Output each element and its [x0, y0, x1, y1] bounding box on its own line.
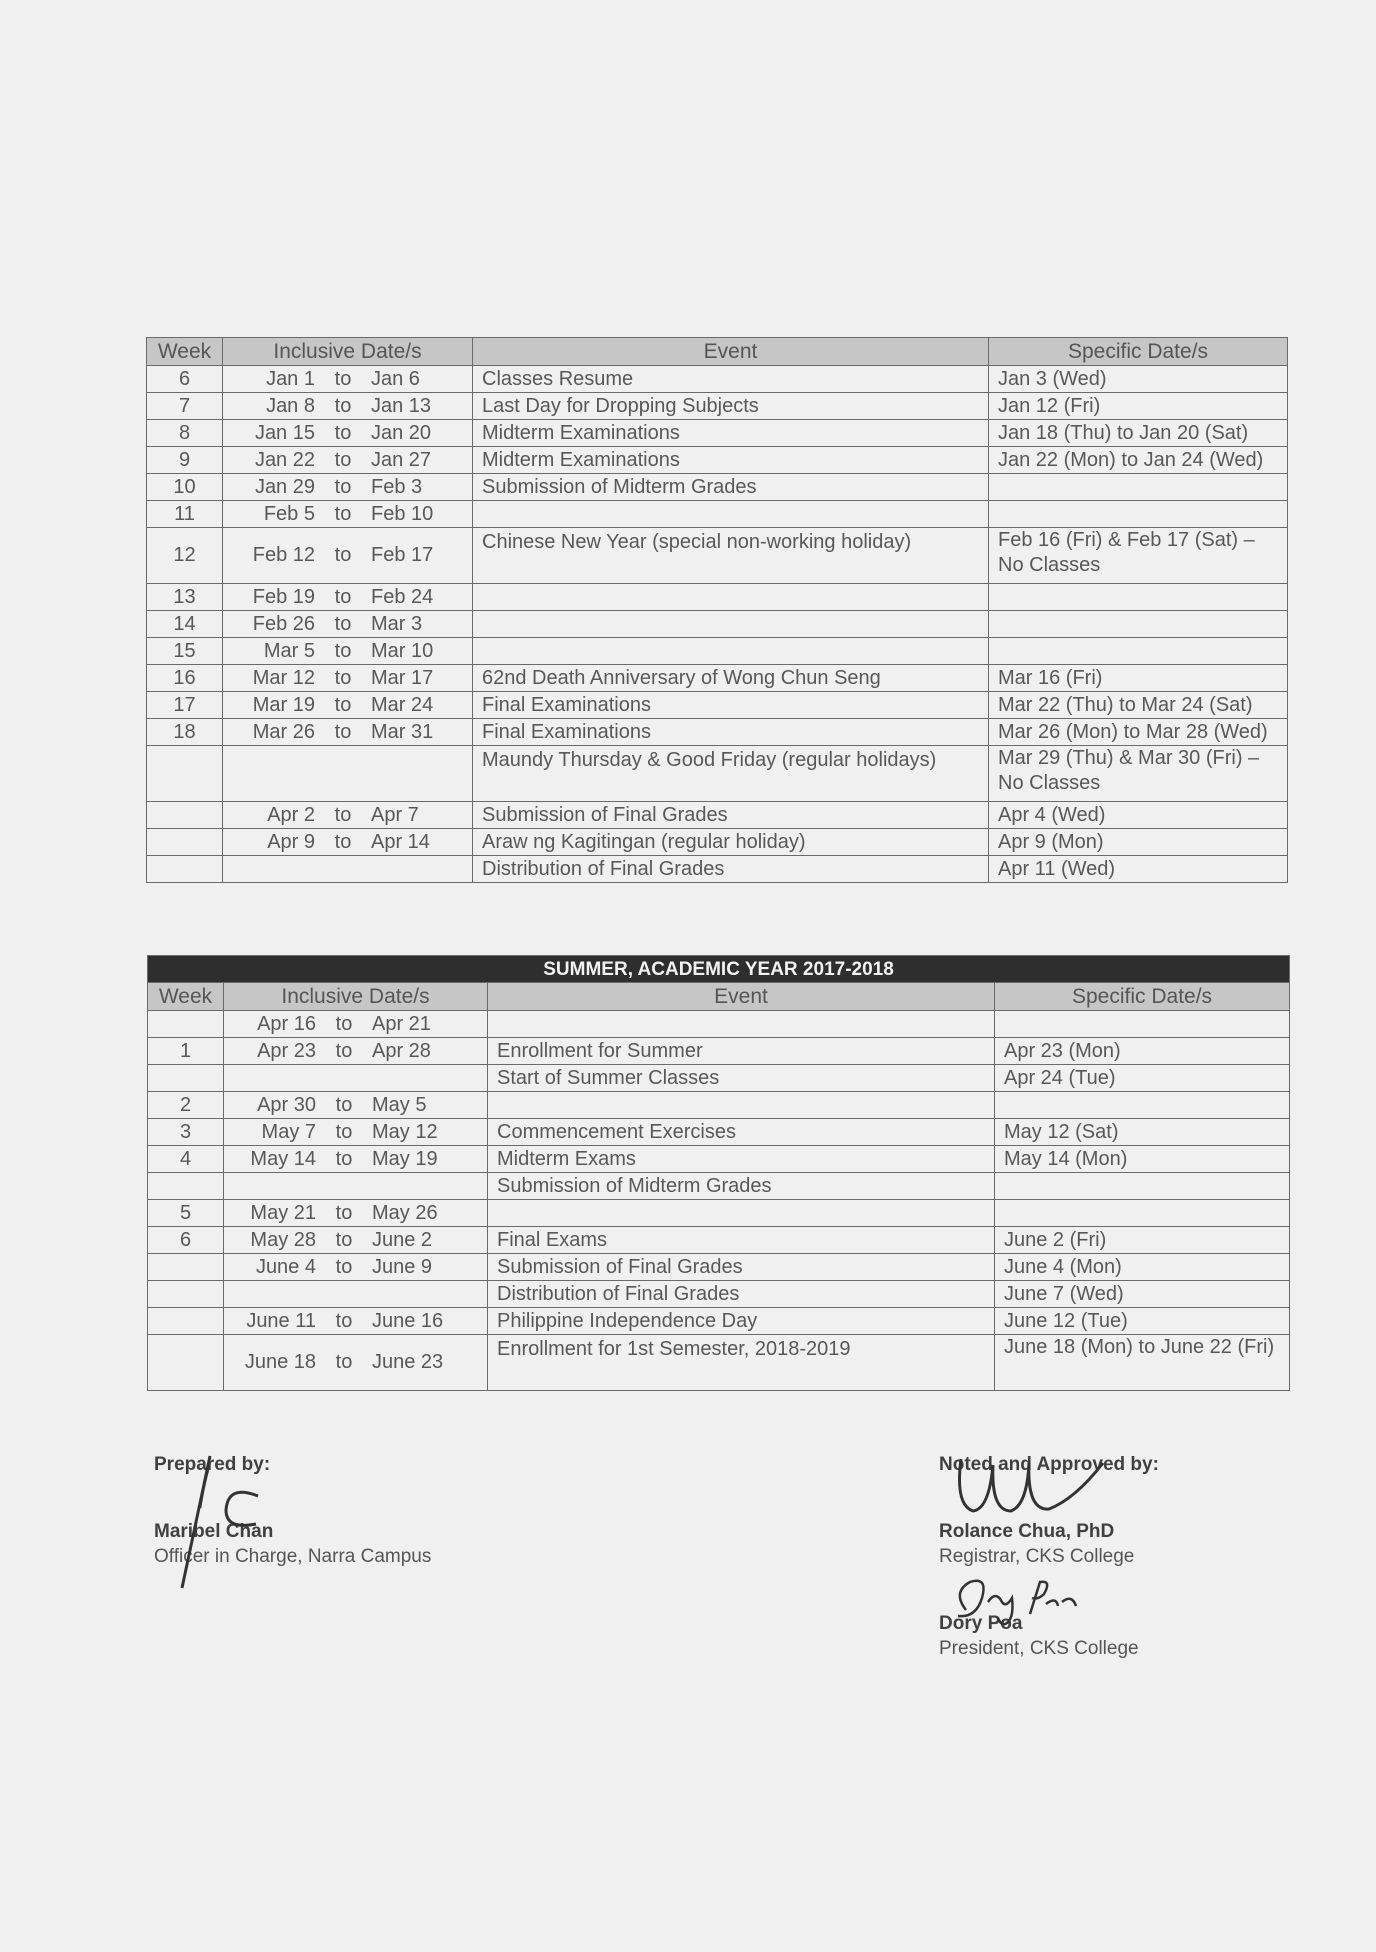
table-row — [148, 1200, 1290, 1227]
specific-dates-cell — [989, 611, 1288, 638]
table-row — [148, 1092, 1290, 1119]
prepared-by-label: Prepared by: — [154, 1454, 271, 1475]
president-title: President, CKS College — [939, 1638, 1139, 1659]
date-to-separator: to — [334, 421, 352, 444]
inclusive-dates-cell — [224, 1065, 488, 1092]
inclusive-dates-cell — [224, 1011, 488, 1038]
week-cell: 5 — [148, 1200, 224, 1227]
date-to-separator: to — [334, 612, 352, 635]
table-row — [147, 746, 1288, 802]
date-from: Feb 19 — [252, 585, 315, 608]
date-to-separator: to — [335, 1012, 353, 1035]
date-to-separator: to — [334, 394, 352, 417]
table-header-row — [148, 983, 1290, 1011]
week-cell: 8 — [147, 420, 223, 447]
prepared-by-signature-icon — [170, 1448, 270, 1598]
table-row — [148, 1011, 1290, 1038]
event-cell — [488, 1092, 995, 1119]
table-row — [148, 1065, 1290, 1092]
specific-dates-cell: Jan 18 (Thu) to Jan 20 (Sat) — [989, 420, 1288, 447]
date-to-separator: to — [335, 1201, 353, 1224]
week-cell — [148, 1173, 224, 1200]
week-cell — [147, 829, 223, 856]
week-cell: 1 — [148, 1038, 224, 1065]
date-from: June 11 — [246, 1309, 316, 1332]
table-row — [147, 447, 1288, 474]
table-row — [147, 366, 1288, 393]
inclusive-dates-cell — [223, 584, 473, 611]
table-row — [147, 420, 1288, 447]
header-specific-dates: Specific Date/s — [995, 983, 1290, 1011]
date-to-separator: to — [334, 639, 352, 662]
table-row — [148, 1308, 1290, 1335]
president-signature-icon — [948, 1572, 1088, 1632]
summer-banner: SUMMER, ACADEMIC YEAR 2017-2018 — [148, 956, 1290, 983]
inclusive-dates-cell — [224, 1254, 488, 1281]
inclusive-dates-cell — [223, 447, 473, 474]
date-to-separator: to — [334, 830, 352, 853]
inclusive-dates-cell — [224, 1173, 488, 1200]
date-from: Apr 23 — [257, 1039, 316, 1062]
week-cell: 14 — [147, 611, 223, 638]
date-to-separator: to — [334, 720, 352, 743]
week-cell: 16 — [147, 665, 223, 692]
date-until: May 19 — [372, 1147, 438, 1170]
date-to-separator: to — [335, 1147, 353, 1170]
inclusive-dates-cell — [224, 1092, 488, 1119]
specific-dates-cell: Apr 9 (Mon) — [989, 829, 1288, 856]
date-from: Apr 9 — [267, 830, 315, 853]
week-cell — [147, 856, 223, 883]
specific-dates-cell: Jan 3 (Wed) — [989, 366, 1288, 393]
date-until: Jan 13 — [371, 394, 432, 417]
date-from: May 28 — [250, 1228, 316, 1251]
event-cell — [488, 1200, 995, 1227]
specific-dates-cell: June 12 (Tue) — [995, 1308, 1290, 1335]
specific-dates-cell: Apr 24 (Tue) — [995, 1065, 1290, 1092]
week-cell — [148, 1308, 224, 1335]
specific-dates-cell — [989, 501, 1288, 528]
approved-by-label: Noted and Approved by: — [939, 1454, 1159, 1475]
date-from: Apr 2 — [267, 803, 315, 826]
date-from: Feb 12 — [252, 544, 315, 566]
table-row — [148, 1038, 1290, 1065]
event-cell — [488, 1011, 995, 1038]
registrar-signature-icon — [955, 1445, 1125, 1545]
week-cell — [148, 1011, 224, 1038]
date-to-separator: to — [334, 475, 352, 498]
week-cell: 2 — [148, 1092, 224, 1119]
week-cell — [148, 1281, 224, 1308]
date-until: June 16 — [372, 1309, 444, 1332]
inclusive-dates-cell — [223, 474, 473, 501]
table-body — [147, 366, 1288, 883]
week-cell: 12 — [147, 528, 223, 584]
date-until: June 2 — [372, 1228, 433, 1251]
event-cell: Enrollment for 1st Semester, 2018-2019 — [488, 1335, 995, 1391]
table-row — [148, 1146, 1290, 1173]
date-from: Feb 26 — [252, 612, 315, 635]
event-cell: Distribution of Final Grades — [473, 856, 989, 883]
week-cell — [147, 746, 223, 802]
specific-dates-cell: Apr 23 (Mon) — [995, 1038, 1290, 1065]
specific-dates-cell: Mar 16 (Fri) — [989, 665, 1288, 692]
date-until: Apr 14 — [371, 830, 430, 853]
specific-dates-cell — [995, 1011, 1290, 1038]
table-row — [147, 692, 1288, 719]
date-from: Mar 12 — [252, 666, 315, 689]
inclusive-dates-cell — [224, 1200, 488, 1227]
week-cell: 10 — [147, 474, 223, 501]
event-cell: Midterm Exams — [488, 1146, 995, 1173]
date-until: Mar 3 — [371, 612, 423, 635]
date-until: Feb 3 — [371, 475, 423, 498]
inclusive-dates-cell — [223, 692, 473, 719]
date-to-separator: to — [335, 1120, 353, 1143]
event-cell — [473, 584, 989, 611]
inclusive-dates-cell — [224, 1038, 488, 1065]
table-row — [147, 501, 1288, 528]
date-until: Mar 10 — [371, 639, 434, 662]
inclusive-dates-cell — [224, 1227, 488, 1254]
date-to-separator: to — [335, 1255, 353, 1278]
table-row — [147, 856, 1288, 883]
date-to-separator: to — [334, 502, 352, 525]
inclusive-dates-cell — [223, 802, 473, 829]
week-cell: 17 — [147, 692, 223, 719]
event-cell: Commencement Exercises — [488, 1119, 995, 1146]
date-until: May 5 — [372, 1093, 427, 1116]
inclusive-dates-cell — [223, 638, 473, 665]
table-row — [148, 1335, 1290, 1391]
date-from: Jan 15 — [254, 421, 315, 444]
event-cell: Midterm Examinations — [473, 420, 989, 447]
date-until: Jan 20 — [371, 421, 432, 444]
summer-calendar-table — [147, 955, 1290, 1391]
date-to-separator: to — [334, 585, 352, 608]
week-cell: 9 — [147, 447, 223, 474]
specific-dates-cell: Apr 11 (Wed) — [989, 856, 1288, 883]
date-until: Apr 7 — [371, 803, 419, 826]
week-cell — [148, 1065, 224, 1092]
event-cell: Enrollment for Summer — [488, 1038, 995, 1065]
date-until: Feb 24 — [371, 585, 434, 608]
date-to-separator: to — [335, 1039, 353, 1062]
date-from: June 18 — [244, 1351, 316, 1373]
specific-dates-cell: June 18 (Mon) to June 22 (Fri) — [995, 1335, 1290, 1391]
table-row — [147, 474, 1288, 501]
week-cell — [148, 1254, 224, 1281]
table-row — [147, 829, 1288, 856]
week-cell: 18 — [147, 719, 223, 746]
inclusive-dates-cell — [223, 719, 473, 746]
event-cell: Distribution of Final Grades — [488, 1281, 995, 1308]
inclusive-dates-cell — [223, 501, 473, 528]
date-to-separator: to — [335, 1309, 353, 1332]
date-to-separator: to — [334, 544, 352, 566]
specific-dates-cell: Mar 22 (Thu) to Mar 24 (Sat) — [989, 692, 1288, 719]
date-until: June 9 — [372, 1255, 433, 1278]
registrar-title: Registrar, CKS College — [939, 1546, 1135, 1567]
specific-dates-cell — [995, 1092, 1290, 1119]
inclusive-dates-cell — [223, 829, 473, 856]
date-until: May 26 — [372, 1201, 438, 1224]
week-cell: 6 — [148, 1227, 224, 1254]
event-cell: Maundy Thursday & Good Friday (regular holidays) — [473, 746, 989, 802]
specific-dates-cell — [989, 474, 1288, 501]
date-from: Mar 5 — [263, 639, 315, 662]
week-cell: 11 — [147, 501, 223, 528]
inclusive-dates-cell — [223, 366, 473, 393]
inclusive-dates-cell — [223, 611, 473, 638]
inclusive-dates-cell — [224, 1308, 488, 1335]
inclusive-dates-cell — [223, 393, 473, 420]
date-until: Jan 6 — [371, 367, 420, 390]
date-to-separator: to — [334, 666, 352, 689]
date-from: Feb 5 — [263, 502, 315, 525]
header-week: Week — [147, 338, 223, 366]
date-from: May 7 — [261, 1120, 316, 1143]
specific-dates-cell: June 7 (Wed) — [995, 1281, 1290, 1308]
date-from: Jan 8 — [266, 394, 315, 417]
week-cell: 13 — [147, 584, 223, 611]
event-cell: Submission of Midterm Grades — [473, 474, 989, 501]
date-from: Apr 16 — [257, 1012, 316, 1035]
event-cell: Start of Summer Classes — [488, 1065, 995, 1092]
summer-banner-row — [148, 956, 1290, 983]
event-cell: Submission of Final Grades — [488, 1254, 995, 1281]
specific-dates-cell: June 2 (Fri) — [995, 1227, 1290, 1254]
week-cell: 7 — [147, 393, 223, 420]
table-row — [147, 665, 1288, 692]
table-row — [148, 1119, 1290, 1146]
specific-dates-cell — [995, 1200, 1290, 1227]
table-row — [147, 638, 1288, 665]
specific-dates-cell: May 14 (Mon) — [995, 1146, 1290, 1173]
event-cell: Midterm Examinations — [473, 447, 989, 474]
inclusive-dates-cell — [224, 1281, 488, 1308]
event-cell — [473, 611, 989, 638]
inclusive-dates-cell — [223, 856, 473, 883]
date-from: Jan 29 — [254, 475, 315, 498]
week-cell — [147, 802, 223, 829]
table-row — [148, 1254, 1290, 1281]
date-until: Mar 24 — [371, 693, 434, 716]
event-cell: Submission of Midterm Grades — [488, 1173, 995, 1200]
week-cell: 3 — [148, 1119, 224, 1146]
inclusive-dates-cell — [223, 746, 473, 802]
date-to-separator: to — [335, 1351, 353, 1373]
date-from: May 21 — [250, 1201, 316, 1224]
specific-dates-cell: June 4 (Mon) — [995, 1254, 1290, 1281]
header-week: Week — [148, 983, 224, 1011]
table-row — [148, 1227, 1290, 1254]
specific-dates-cell: Mar 29 (Thu) & Mar 30 (Fri) – No Classes — [989, 746, 1288, 802]
registrar-name: Rolance Chua, PhD — [939, 1521, 1115, 1542]
specific-dates-cell — [989, 638, 1288, 665]
date-until: May 12 — [372, 1120, 438, 1143]
event-cell: Classes Resume — [473, 366, 989, 393]
date-from: May 14 — [250, 1147, 316, 1170]
table-row — [148, 1281, 1290, 1308]
table-row — [147, 719, 1288, 746]
header-event: Event — [473, 338, 989, 366]
date-until: Feb 17 — [371, 544, 434, 566]
date-until: Apr 21 — [372, 1012, 431, 1035]
date-from: Jan 22 — [254, 448, 315, 471]
specific-dates-cell: Feb 16 (Fri) & Feb 17 (Sat) – No Classes — [989, 528, 1288, 584]
event-cell: Last Day for Dropping Subjects — [473, 393, 989, 420]
table-row — [147, 393, 1288, 420]
prepared-by-title: Officer in Charge, Narra Campus — [154, 1546, 432, 1567]
event-cell: Araw ng Kagitingan (regular holiday) — [473, 829, 989, 856]
inclusive-dates-cell — [223, 665, 473, 692]
event-cell: Final Examinations — [473, 692, 989, 719]
specific-dates-cell — [995, 1173, 1290, 1200]
specific-dates-cell: May 12 (Sat) — [995, 1119, 1290, 1146]
table-row — [147, 584, 1288, 611]
specific-dates-cell: Mar 26 (Mon) to Mar 28 (Wed) — [989, 719, 1288, 746]
first-semester-calendar-table — [146, 337, 1288, 883]
inclusive-dates-cell — [223, 528, 473, 584]
date-until: Mar 31 — [371, 720, 434, 743]
date-from: Mar 19 — [252, 693, 315, 716]
table-row — [147, 802, 1288, 829]
event-cell — [473, 501, 989, 528]
header-inclusive-dates: Inclusive Date/s — [224, 983, 488, 1011]
date-to-separator: to — [334, 803, 352, 826]
table-row — [147, 611, 1288, 638]
inclusive-dates-cell — [223, 420, 473, 447]
date-to-separator: to — [334, 367, 352, 390]
prepared-by-name: Maribel Chan — [154, 1521, 274, 1542]
table-header-row — [147, 338, 1288, 366]
date-until: June 23 — [372, 1351, 444, 1373]
header-event: Event — [488, 983, 995, 1011]
week-cell: 6 — [147, 366, 223, 393]
date-to-separator: to — [335, 1093, 353, 1116]
inclusive-dates-cell — [224, 1119, 488, 1146]
event-cell — [473, 638, 989, 665]
week-cell: 4 — [148, 1146, 224, 1173]
date-to-separator: to — [335, 1228, 353, 1251]
event-cell: Philippine Independence Day — [488, 1308, 995, 1335]
date-from: Mar 26 — [252, 720, 315, 743]
date-from: June 4 — [255, 1255, 316, 1278]
event-cell: Chinese New Year (special non-working holiday) — [473, 528, 989, 584]
date-until: Feb 10 — [371, 502, 434, 525]
inclusive-dates-cell — [224, 1335, 488, 1391]
specific-dates-cell — [989, 584, 1288, 611]
event-cell: Submission of Final Grades — [473, 802, 989, 829]
date-to-separator: to — [334, 448, 352, 471]
table-body — [148, 1011, 1290, 1391]
event-cell: Final Examinations — [473, 719, 989, 746]
specific-dates-cell: Apr 4 (Wed) — [989, 802, 1288, 829]
table-row — [148, 1173, 1290, 1200]
specific-dates-cell: Jan 12 (Fri) — [989, 393, 1288, 420]
date-until: Jan 27 — [371, 448, 432, 471]
header-specific-dates: Specific Date/s — [989, 338, 1288, 366]
date-until: Mar 17 — [371, 666, 434, 689]
date-to-separator: to — [334, 693, 352, 716]
header-inclusive-dates: Inclusive Date/s — [223, 338, 473, 366]
inclusive-dates-cell — [224, 1146, 488, 1173]
president-name: Dory Poa — [939, 1613, 1023, 1634]
date-from: Jan 1 — [266, 367, 315, 390]
event-cell: 62nd Death Anniversary of Wong Chun Seng — [473, 665, 989, 692]
date-from: Apr 30 — [257, 1093, 316, 1116]
week-cell — [148, 1335, 224, 1391]
table-row — [147, 528, 1288, 584]
specific-dates-cell: Jan 22 (Mon) to Jan 24 (Wed) — [989, 447, 1288, 474]
week-cell: 15 — [147, 638, 223, 665]
event-cell: Final Exams — [488, 1227, 995, 1254]
date-until: Apr 28 — [372, 1039, 431, 1062]
